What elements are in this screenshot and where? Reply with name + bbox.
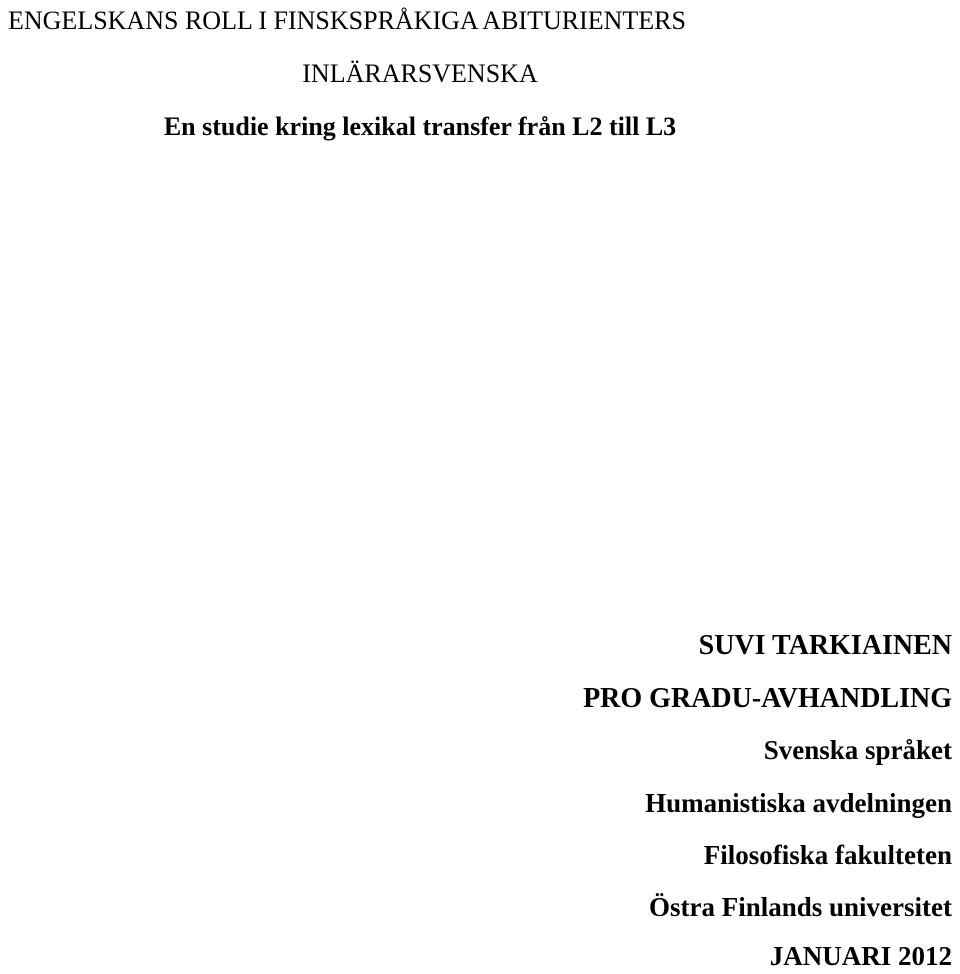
- thesis-title-line-2: INLÄRARSVENSKA: [302, 59, 538, 88]
- department: Humanistiska avdelningen: [645, 788, 952, 818]
- university: Östra Finlands universitet: [648, 892, 952, 922]
- thesis-type: PRO GRADU-AVHANDLING: [583, 683, 952, 714]
- thesis-subtitle: En studie kring lexikal transfer från L2 till L3: [163, 112, 677, 141]
- author-name: SUVI TARKIAINEN: [698, 630, 952, 661]
- date: JANUARI 2012: [769, 941, 952, 971]
- faculty: Filosofiska fakulteten: [703, 840, 952, 870]
- thesis-title-line-1: ENGELSKANS ROLL I FINSKSPRÅKIGA ABITURIENTERS: [8, 6, 686, 35]
- subject: Svenska språket: [763, 735, 952, 765]
